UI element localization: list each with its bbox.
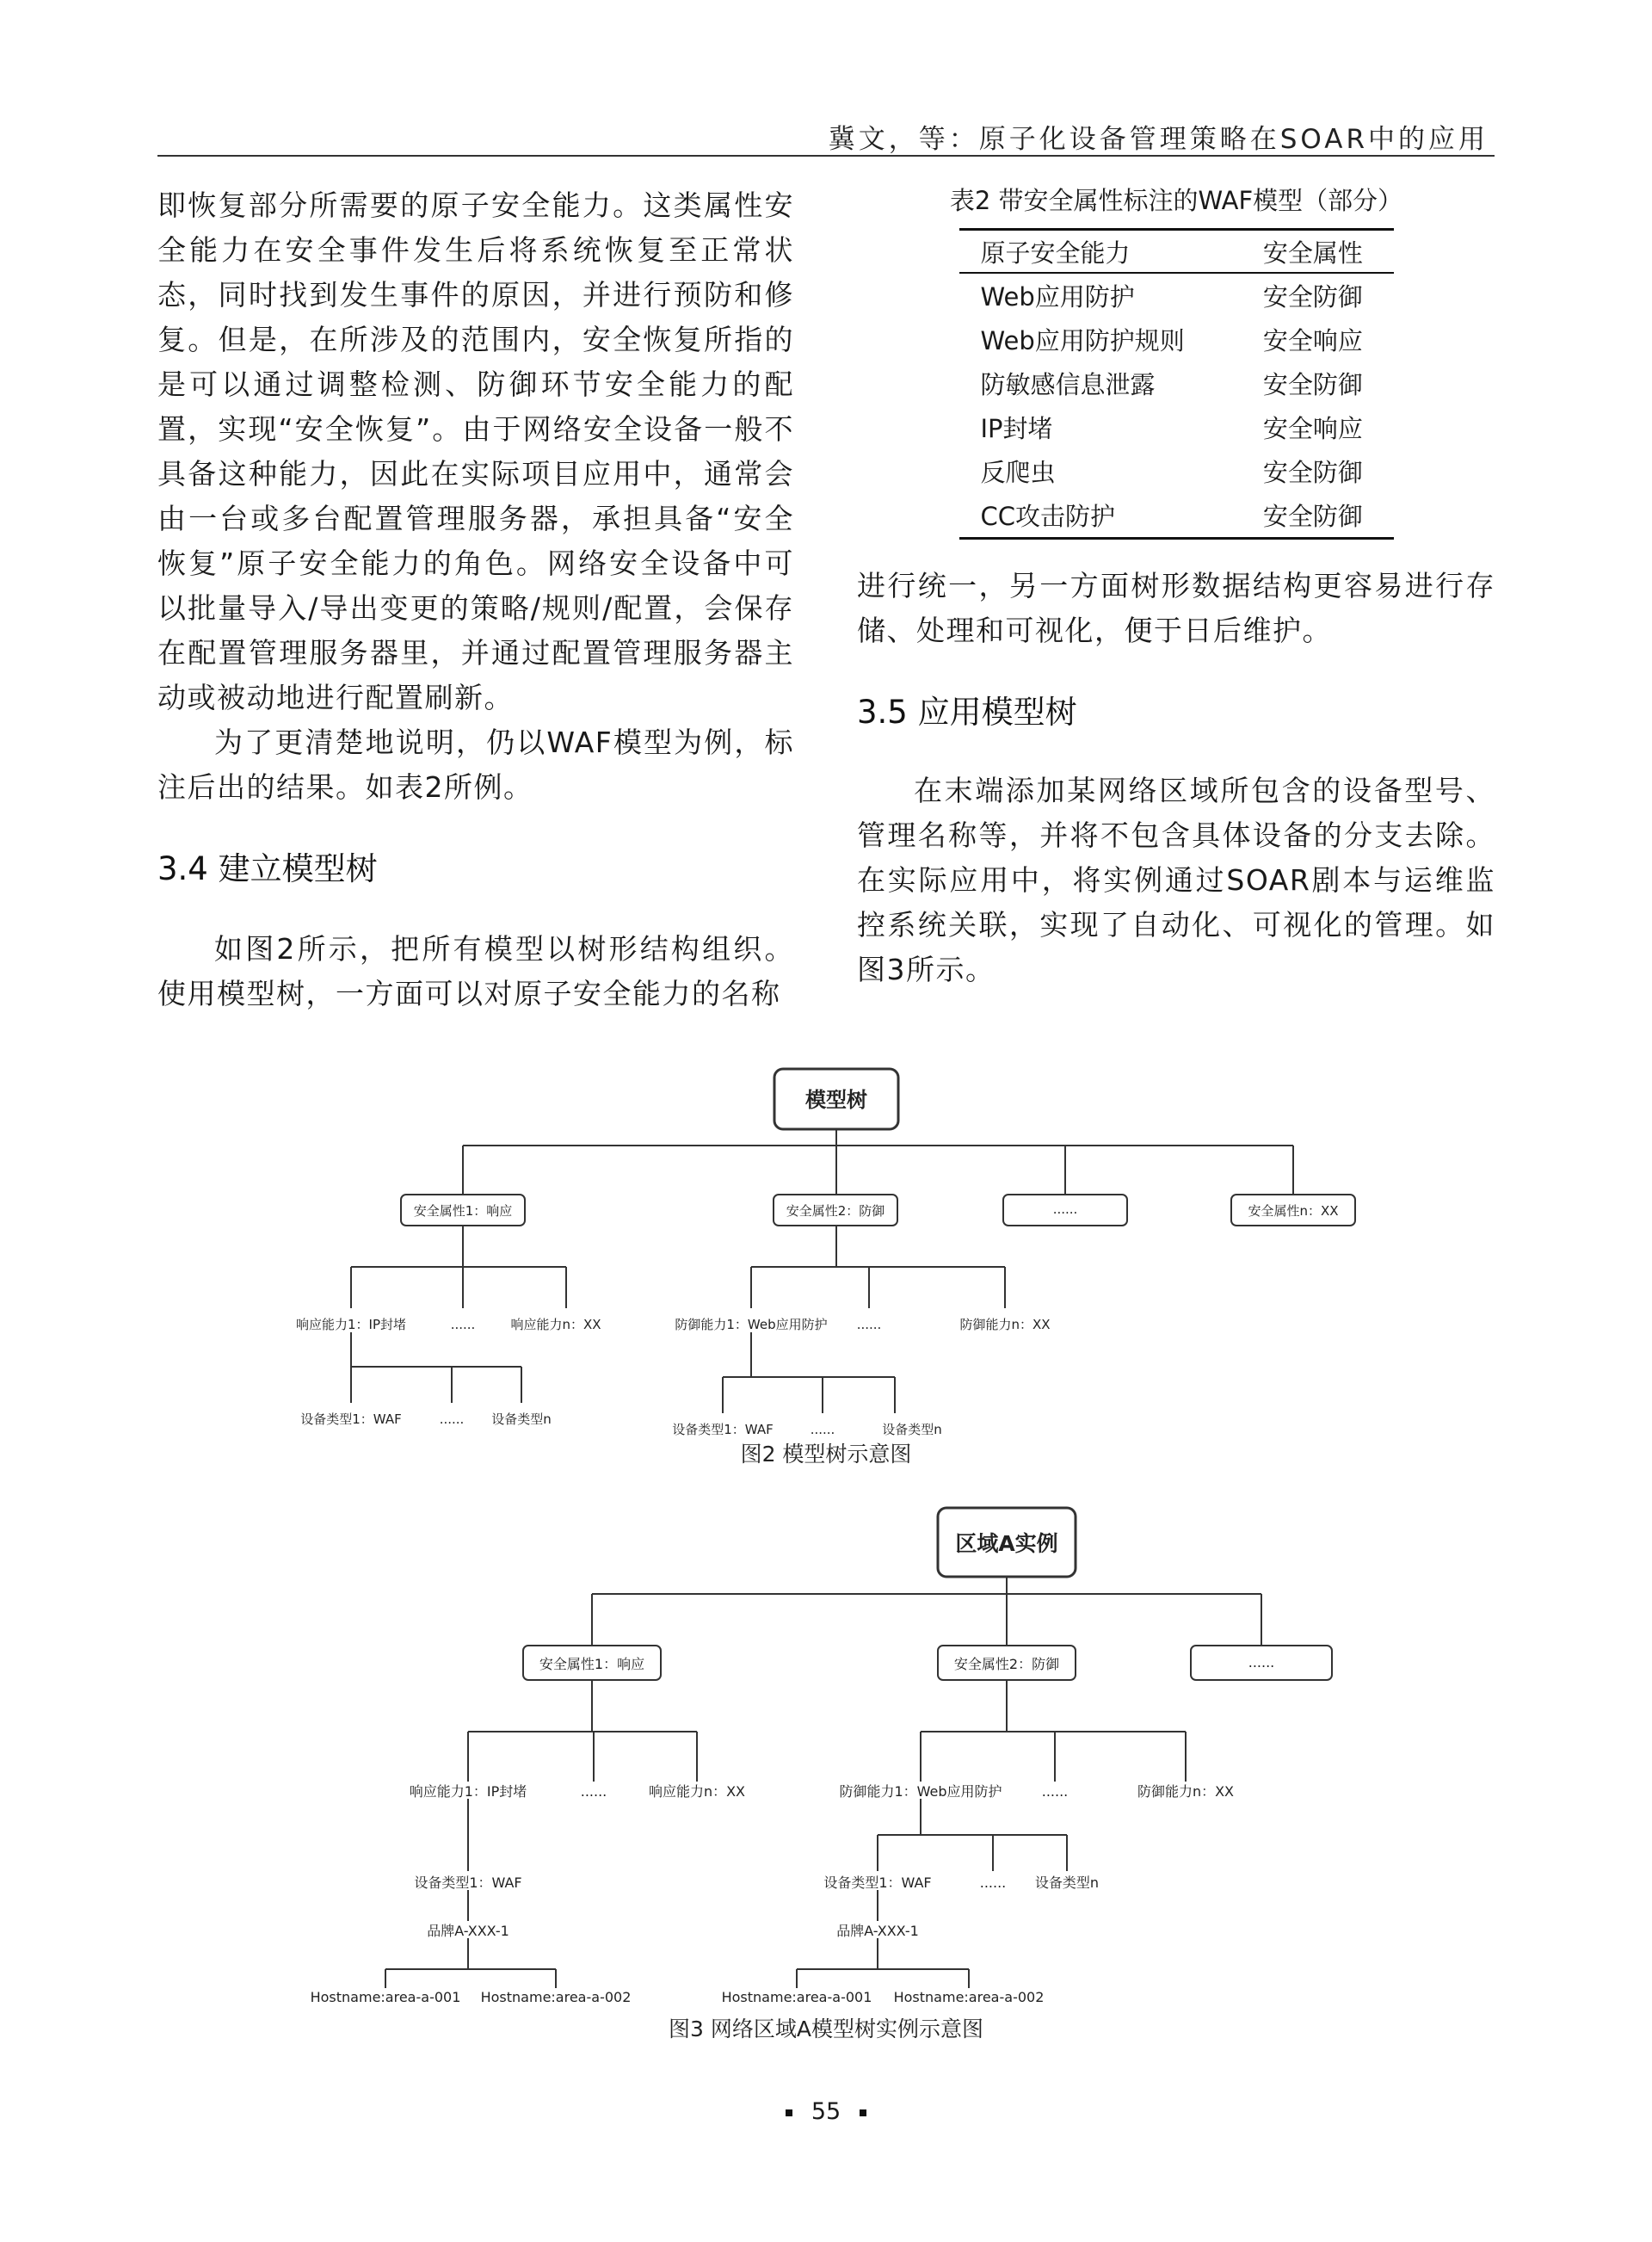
running-header: 冀文，等：原子化设备管理策略在SOAR中的应用 <box>828 124 1489 155</box>
dev1b-label: 设备类型1：WAF <box>823 1875 932 1891</box>
def1-label: 防御能力1：Web应用防护 <box>839 1783 1002 1800</box>
table-row <box>959 318 1394 361</box>
table-row <box>959 361 1394 405</box>
table-cell: 安全防御 <box>1242 493 1394 539</box>
resp-dots-label: ...... <box>450 1317 476 1332</box>
brand-a-label: 品牌A-XXX-1 <box>427 1923 509 1939</box>
attrn-node-label: 安全属性n：XX <box>1248 1203 1339 1219</box>
root-node-label: 区域A实例 <box>955 1531 1058 1556</box>
defn-label: 防御能力n：XX <box>959 1317 1051 1332</box>
attr2-node-label: 安全属性2：防御 <box>953 1656 1060 1672</box>
table-cell: IP封堵 <box>980 414 1053 443</box>
footer-square-right <box>860 2109 866 2116</box>
def1-label: 防御能力1：Web应用防护 <box>675 1317 828 1332</box>
devnb-label: 设备类型n <box>882 1422 942 1437</box>
table-cell: Web应用防护规则 <box>980 326 1185 355</box>
area-instance-tree-diagram <box>0 1498 1652 2014</box>
section-heading-3-4: 3.4 建立模型树 <box>157 850 378 887</box>
table-cell: 安全防御 <box>1262 282 1363 312</box>
right-column <box>857 183 1495 992</box>
table-cell: 安全响应 <box>1262 414 1363 443</box>
left-paragraph-3: 如图2所示，把所有模型以树形结构组织。使用模型树，一方面可以对原子安全能力的名称 <box>157 932 794 1010</box>
dev1a-label: 设备类型1：WAF <box>300 1411 402 1427</box>
table-row <box>959 273 1394 318</box>
devna-label: 设备类型n <box>491 1411 552 1427</box>
table-cell: Web应用防护 <box>980 282 1135 312</box>
respn-label: 响应能力n：XX <box>510 1317 601 1332</box>
page-footer <box>0 2098 1652 2125</box>
table-cell: 安全响应 <box>1262 326 1363 355</box>
dev-dots-a-label: ...... <box>439 1411 465 1427</box>
section-heading-3-5: 3.5 应用模型树 <box>857 694 1077 731</box>
attr-dots-node-label: ...... <box>1248 1654 1275 1671</box>
header-rule <box>157 155 1495 157</box>
table-header-row <box>959 230 1394 274</box>
resp1-label: 响应能力1：IP封堵 <box>295 1317 407 1332</box>
devnb-label: 设备类型n <box>1034 1875 1100 1891</box>
respn-label: 响应能力n：XX <box>648 1783 746 1800</box>
dev-a-label: 设备类型1：WAF <box>414 1875 522 1891</box>
dev1b-label: 设备类型1：WAF <box>672 1422 774 1437</box>
attr2-node-label: 安全属性2：防御 <box>786 1203 885 1219</box>
defn-label: 防御能力n：XX <box>1137 1783 1235 1800</box>
host-b1-label: Hostname:area-a-001 <box>721 1989 872 2005</box>
table-row <box>959 405 1394 449</box>
def-dots-label: ...... <box>1041 1783 1069 1800</box>
waf-attribute-table <box>959 228 1394 540</box>
table-cell: 防敏感信息泄露 <box>980 370 1156 399</box>
table-row <box>959 449 1394 493</box>
footer-square-left <box>786 2109 792 2116</box>
def-dots-label: ...... <box>856 1317 882 1332</box>
resp1-label: 响应能力1：IP封堵 <box>409 1783 527 1800</box>
left-paragraph-2: 为了更清楚地说明，仍以WAF模型为例，标注后出的结果。如表2所例。 <box>157 726 794 804</box>
table-header-cell: 原子安全能力 <box>959 230 1242 274</box>
host-a2-label: Hostname:area-a-002 <box>480 1989 632 2005</box>
dev-dots-b-label: ...... <box>810 1422 835 1437</box>
table-cell: CC攻击防护 <box>959 493 1242 539</box>
figure3-caption: 图3 网络区域A模型树实例示意图 <box>669 2017 983 2041</box>
right-paragraph-2: 在末端添加某网络区域所包含的设备型号、管理名称等，并将不包含具体设备的分支去除。在实际应用中，将实例通过SOAR剧本与运维监控系统关联，实现了自动化、可视化的管理。如图3所示。 <box>857 774 1495 986</box>
attr1-node-label: 安全属性1：响应 <box>539 1656 645 1672</box>
right-paragraph-1: 进行统一，另一方面树形数据结构更容易进行存储、处理和可视化，便于日后维护。 <box>857 569 1495 647</box>
resp-dots-label: ...... <box>580 1783 607 1800</box>
table-cell: 安全防御 <box>1262 370 1363 399</box>
model-tree-diagram <box>0 1059 1652 1455</box>
table-caption: 表2 带安全属性标注的WAF模型（部分） <box>949 186 1403 215</box>
table-row <box>959 493 1394 539</box>
attr-dots-node-label: ...... <box>1052 1201 1078 1217</box>
table-header-cell: 安全属性 <box>1242 230 1394 274</box>
figure2-caption: 图2 模型树示意图 <box>740 1442 912 1467</box>
table-cell: 反爬虫 <box>980 458 1056 487</box>
left-paragraph-1: 即恢复部分所需要的原子安全能力。这类属性安全能力在安全事件发生后将系统恢复至正常状态，同时找到发生事件的原因，并进行预防和修复。但是，在所涉及的范围内，安全恢复所指的是可以通过调整检测、防御环节安全能力的配置，实现“安全恢复”。由于网络安全设备一般不具备这种能力，因此在实际项目应用中，通常会由一台或多台配置管理服务器，承担具备“安全恢复”原子安全能力的角色。网络安全设备中可以批量导入/导出变更的策略/规则/配置，会保存在配置管理服务器里，并通过配置管理服务器主动或被动地进行配置刷新。 <box>157 188 794 714</box>
root-node-label: 模型树 <box>805 1088 867 1112</box>
left-column <box>157 183 794 1016</box>
host-a1-label: Hostname:area-a-001 <box>310 1989 461 2005</box>
attr1-node-label: 安全属性1：响应 <box>413 1203 513 1219</box>
brand-b-label: 品牌A-XXX-1 <box>836 1923 919 1939</box>
host-b2-label: Hostname:area-a-002 <box>893 1989 1045 2005</box>
dev-dots-b-label: ...... <box>979 1875 1007 1891</box>
page-number: 55 <box>811 2098 841 2125</box>
table-cell: 安全防御 <box>1262 458 1363 487</box>
